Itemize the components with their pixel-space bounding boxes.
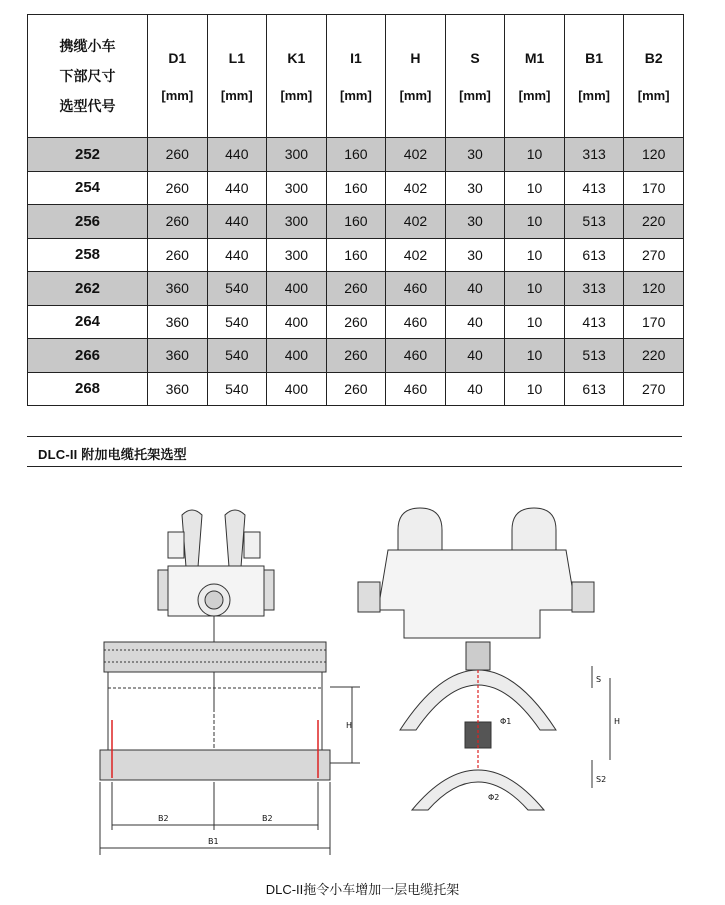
value-cell: 170	[624, 305, 684, 339]
value-cell: 10	[505, 171, 565, 205]
table-row	[28, 138, 684, 172]
header-unit: [mm]	[399, 87, 432, 103]
value-cell: 460	[386, 372, 446, 406]
model-cell: 264	[28, 305, 148, 339]
dim-s: S	[596, 675, 602, 684]
model-cell: 268	[28, 372, 148, 406]
value-cell: 10	[505, 272, 565, 306]
dim-b2-right: B2	[262, 814, 273, 823]
value-cell: 313	[564, 138, 624, 172]
value-cell: 440	[207, 238, 267, 272]
header-sym: L1	[228, 49, 245, 66]
value-cell: 10	[505, 238, 565, 272]
header-unit: [mm]	[459, 87, 491, 103]
value-cell: 513	[564, 205, 624, 239]
table-row	[28, 238, 684, 272]
header-unit: [mm]	[637, 87, 670, 103]
header-sym: B1	[585, 49, 604, 66]
model-cell: 252	[28, 138, 148, 172]
value-cell: 270	[624, 372, 684, 406]
header-col	[267, 15, 327, 138]
header-col	[326, 15, 386, 138]
table-body	[28, 138, 684, 406]
value-cell: 440	[207, 205, 267, 239]
value-cell: 360	[148, 339, 208, 373]
value-cell: 160	[326, 205, 386, 239]
section-title: DLC-II 附加电缆托架选型	[38, 447, 187, 462]
model-cell: 256	[28, 205, 148, 239]
value-cell: 400	[267, 272, 327, 306]
header-unit: [mm]	[280, 87, 313, 103]
value-cell: 120	[624, 272, 684, 306]
header-sym: M1	[524, 49, 545, 66]
value-cell: 30	[445, 138, 505, 172]
table-header-row	[28, 15, 684, 138]
value-cell: 10	[505, 138, 565, 172]
value-cell: 260	[148, 205, 208, 239]
value-cell: 30	[445, 205, 505, 239]
value-cell: 402	[386, 138, 446, 172]
value-cell: 460	[386, 339, 446, 373]
header-sym: D1	[168, 49, 187, 66]
header-col	[207, 15, 267, 138]
value-cell: 10	[505, 305, 565, 339]
value-cell: 360	[148, 272, 208, 306]
model-cell: 258	[28, 238, 148, 272]
value-cell: 460	[386, 305, 446, 339]
header-sym: S	[470, 49, 480, 66]
value-cell: 402	[386, 171, 446, 205]
cable-tray-drawing	[0, 470, 725, 870]
header-model-line-1: 携缆小车	[59, 38, 116, 54]
value-cell: 260	[148, 171, 208, 205]
value-cell: 10	[505, 205, 565, 239]
header-model	[28, 15, 148, 138]
section-bottom-rule	[27, 466, 682, 467]
value-cell: 402	[386, 238, 446, 272]
value-cell: 400	[267, 305, 327, 339]
value-cell: 260	[148, 138, 208, 172]
table-row	[28, 372, 684, 406]
value-cell: 300	[267, 138, 327, 172]
dim-b1: B1	[208, 837, 219, 846]
header-sym: I1	[350, 49, 362, 66]
value-cell: 170	[624, 171, 684, 205]
value-cell: 402	[386, 205, 446, 239]
dim-d1: Φ1	[500, 717, 512, 726]
dim-d2: Φ2	[488, 793, 500, 802]
value-cell: 40	[445, 305, 505, 339]
header-col	[564, 15, 624, 138]
value-cell: 40	[445, 372, 505, 406]
dim-b2-left: B2	[158, 814, 169, 823]
table-row	[28, 339, 684, 373]
value-cell: 540	[207, 305, 267, 339]
value-cell: 220	[624, 339, 684, 373]
header-model-line-2: 下部尺寸	[59, 68, 116, 84]
header-sym: K1	[287, 49, 306, 66]
value-cell: 300	[267, 171, 327, 205]
header-model-line-3: 选型代号	[59, 98, 116, 114]
value-cell: 160	[326, 138, 386, 172]
value-cell: 30	[445, 171, 505, 205]
value-cell: 413	[564, 305, 624, 339]
value-cell: 400	[267, 339, 327, 373]
value-cell: 40	[445, 339, 505, 373]
value-cell: 440	[207, 138, 267, 172]
value-cell: 540	[207, 339, 267, 373]
value-cell: 220	[624, 205, 684, 239]
value-cell: 260	[326, 372, 386, 406]
value-cell: 30	[445, 238, 505, 272]
table-row	[28, 171, 684, 205]
value-cell: 460	[386, 272, 446, 306]
dim-s2: S2	[596, 775, 607, 784]
value-cell: 413	[564, 171, 624, 205]
header-col	[624, 15, 684, 138]
model-cell: 254	[28, 171, 148, 205]
table-row	[28, 272, 684, 306]
header-col	[445, 15, 505, 138]
value-cell: 160	[326, 171, 386, 205]
header-col	[148, 15, 208, 138]
value-cell: 513	[564, 339, 624, 373]
value-cell: 613	[564, 372, 624, 406]
table-row	[28, 305, 684, 339]
value-cell: 400	[267, 372, 327, 406]
value-cell: 300	[267, 238, 327, 272]
value-cell: 270	[624, 238, 684, 272]
value-cell: 10	[505, 339, 565, 373]
model-cell: 262	[28, 272, 148, 306]
value-cell: 540	[207, 372, 267, 406]
header-sym: H	[410, 49, 421, 66]
value-cell: 160	[326, 238, 386, 272]
value-cell: 360	[148, 305, 208, 339]
value-cell: 40	[445, 272, 505, 306]
header-col	[505, 15, 565, 138]
spec-table	[27, 14, 684, 406]
value-cell: 10	[505, 372, 565, 406]
value-cell: 120	[624, 138, 684, 172]
value-cell: 260	[326, 305, 386, 339]
value-cell: 613	[564, 238, 624, 272]
side-view	[100, 510, 360, 855]
header-unit: [mm]	[161, 87, 194, 103]
value-cell: 260	[326, 272, 386, 306]
dim-h-right: H	[614, 717, 621, 726]
value-cell: 260	[148, 238, 208, 272]
value-cell: 360	[148, 372, 208, 406]
front-view	[358, 508, 610, 810]
model-cell: 266	[28, 339, 148, 373]
section-top-rule	[27, 436, 682, 437]
dim-h-left: H	[346, 721, 353, 730]
figure-caption: DLC-II拖令小车增加一层电缆托架	[265, 882, 460, 897]
header-sym: B2	[644, 49, 663, 66]
header-col	[386, 15, 446, 138]
header-unit: [mm]	[578, 87, 610, 103]
header-unit: [mm]	[340, 87, 372, 103]
header-unit: [mm]	[220, 87, 253, 103]
header-unit: [mm]	[518, 87, 551, 103]
value-cell: 440	[207, 171, 267, 205]
table-row	[28, 205, 684, 239]
value-cell: 313	[564, 272, 624, 306]
value-cell: 260	[326, 339, 386, 373]
value-cell: 540	[207, 272, 267, 306]
value-cell: 300	[267, 205, 327, 239]
